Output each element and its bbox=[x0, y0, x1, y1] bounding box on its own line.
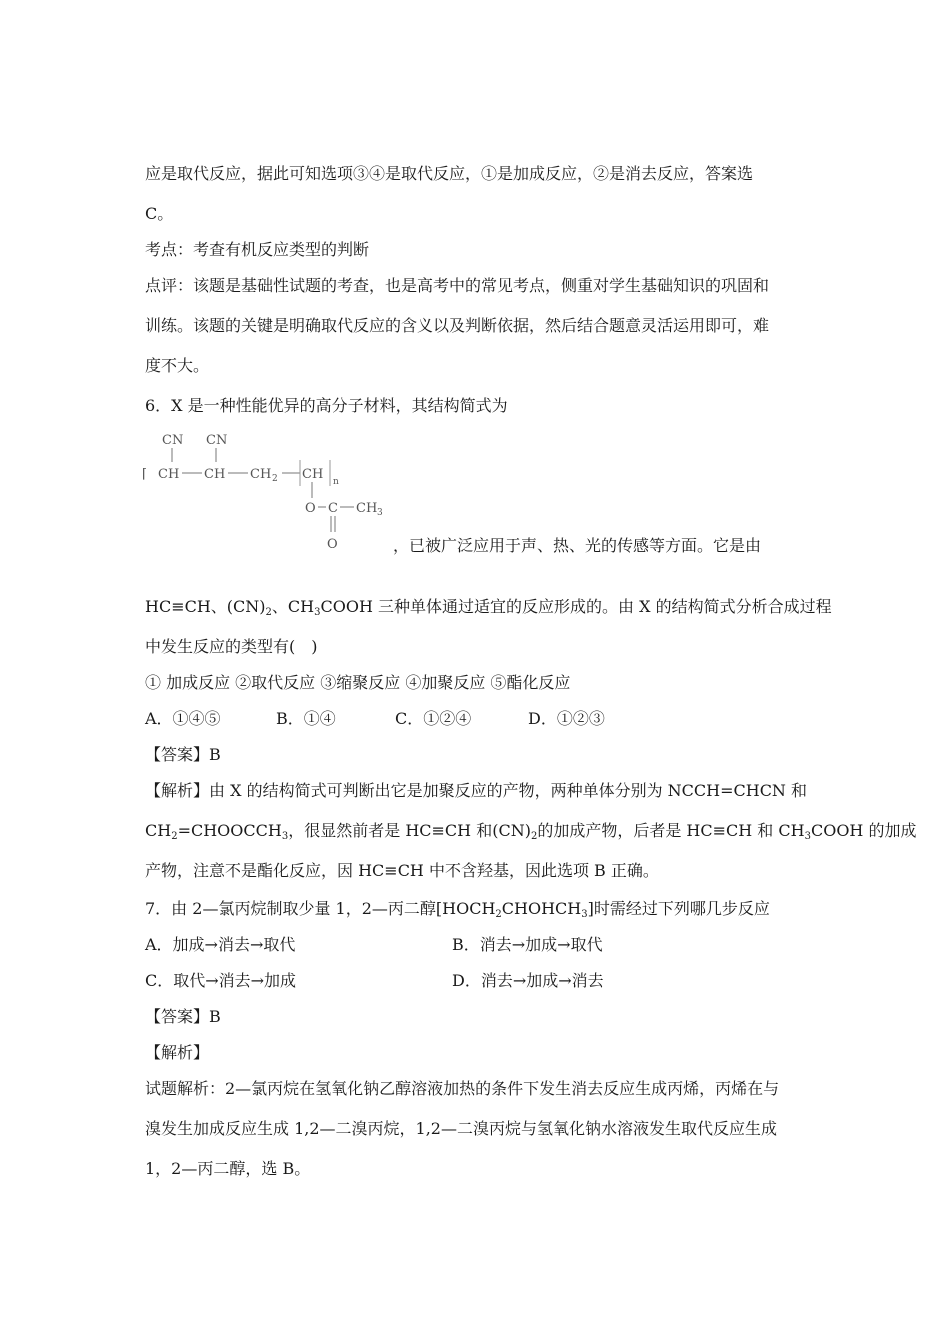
carbonyl-o: O bbox=[327, 537, 338, 552]
q6-option-a: A．①④⑤ bbox=[145, 709, 221, 728]
q7-explanation-3: 1，2—丙二醇，选 B。 bbox=[145, 1159, 311, 1178]
repeat-n: n bbox=[333, 477, 339, 487]
backbone-ch2: CH bbox=[250, 467, 272, 482]
polymer-structure-diagram bbox=[140, 430, 390, 570]
q7-explanation-head: 【解析】 bbox=[145, 1043, 210, 1062]
q7-explanation-2: 溴发生加成反应生成 1,2—二溴丙烷，1,2—二溴丙烷与氢氧化钠水溶液发生取代反应生成 bbox=[145, 1119, 777, 1138]
question-6-stem-continued: ，已被广泛应用于声、热、光的传感等方面。它是由 bbox=[393, 536, 762, 555]
q7-option-b: B．消去→加成→取代 bbox=[452, 935, 603, 954]
q7-answer: 【答案】B bbox=[145, 1007, 221, 1026]
question-6-items: ① 加成反应 ②取代反应 ③缩聚反应 ④加聚反应 ⑤酯化反应 bbox=[145, 673, 571, 692]
backbone-ch-2: CH bbox=[204, 467, 226, 482]
backbone-ch-1: CH bbox=[158, 467, 180, 482]
bracket-open: ⌈ bbox=[142, 467, 148, 482]
q6-explanation-3: 产物，注意不是酯化反应，因 HC≡CH 中不含羟基，因此选项 B 正确。 bbox=[145, 861, 659, 880]
q7-explanation-1: 试题解析：2—氯丙烷在氢氧化钠乙醇溶液加热的条件下发生消去反应生成丙烯，丙烯在与 bbox=[145, 1079, 780, 1098]
text-line: 点评：该题是基础性试题的考查，也是高考中的常见考点，侧重对学生基础知识的巩固和 bbox=[145, 276, 770, 295]
cn-group-2: CN bbox=[206, 433, 228, 448]
ester-c: C bbox=[328, 501, 338, 516]
text-line: 度不大。 bbox=[145, 356, 210, 375]
text-line: C。 bbox=[145, 204, 174, 223]
q6-option-c: C．①②④ bbox=[395, 709, 472, 728]
question-6-ask: 中发生反应的类型有( ) bbox=[145, 637, 318, 656]
text-line: 考点：考查有机反应类型的判断 bbox=[145, 240, 370, 259]
ester-o: O bbox=[305, 501, 316, 516]
q6-explanation-1: 【解析】由 X 的结构简式可判断出它是加聚反应的产物，两种单体分别为 NCCH=CHCN 和 bbox=[145, 781, 808, 800]
q6-option-b: B．①④ bbox=[276, 709, 336, 728]
q6-answer: 【答案】B bbox=[145, 745, 221, 764]
methyl-ch3-sub: 3 bbox=[377, 508, 383, 518]
backbone-ch2-sub: 2 bbox=[272, 474, 278, 484]
methyl-ch3: CH bbox=[356, 501, 378, 516]
q7-option-a: A．加成→消去→取代 bbox=[145, 935, 296, 954]
text-line: 训练。该题的关键是明确取代反应的含义以及判断依据，然后结合题意灵活运用即可，难 bbox=[145, 316, 770, 335]
q6-explanation-2: $CH_2=CHOOCCH_3$，很显然前者是 HC≡CH 和$(CN)_2$的加成产物，后者是 HC≡CH 和 $CH_3COOH$ 的加成 bbox=[145, 821, 917, 842]
backbone-ch-3: CH bbox=[302, 467, 324, 482]
question-6-monomers: HC≡CH、$(CN)_2$、$CH_3COOH$ 三种单体通过适宜的反应形成的。由 X 的结构简式分析合成过程 bbox=[145, 597, 832, 618]
q7-option-c: C．取代→消去→加成 bbox=[145, 971, 297, 990]
text-line: 应是取代反应，据此可知选项③④是取代反应，①是加成反应，②是消去反应，答案选 bbox=[145, 164, 754, 183]
q6-option-d: D．①②③ bbox=[528, 709, 605, 728]
question-6-stem: 6．X 是一种性能优异的高分子材料，其结构简式为 bbox=[145, 396, 508, 415]
q7-option-d: D．消去→加成→消去 bbox=[452, 971, 604, 990]
question-7-stem: 7．由 2—氯丙烷制取少量 1，2—丙二醇$[HOCH_2CHOHCH_3]$时需经过下列哪几步反应 bbox=[145, 899, 770, 920]
cn-group-1: CN bbox=[162, 433, 184, 448]
